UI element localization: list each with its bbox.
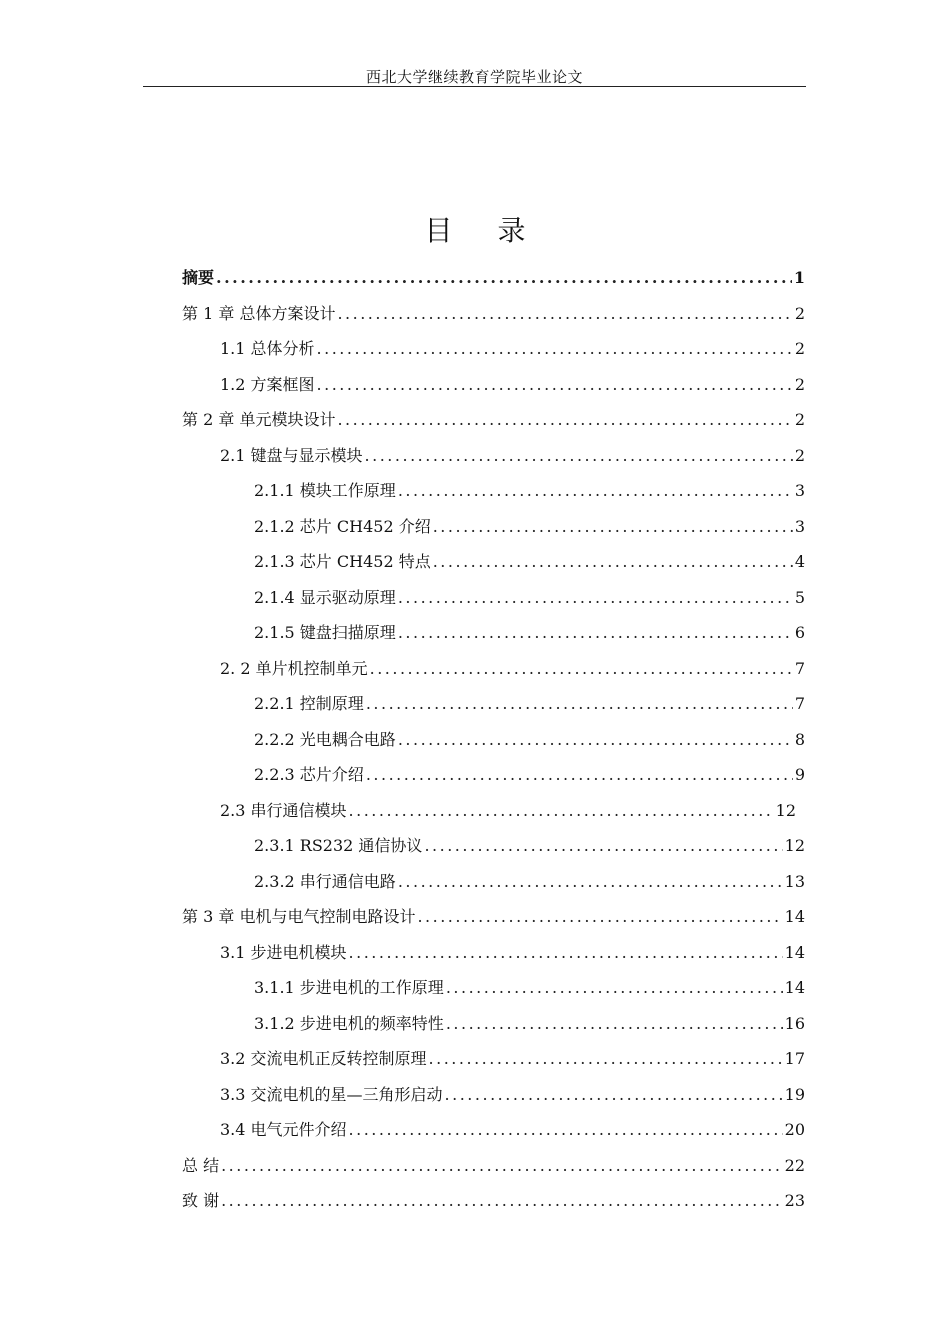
toc-entry-page: 20 (784, 1120, 805, 1139)
toc-entry-page: 4 (794, 552, 805, 571)
toc-entry-2-2-2[interactable] (254, 728, 805, 752)
toc-entry-label: 3.4 电气元件介绍 (220, 1120, 347, 1139)
toc-entry-2-1-5[interactable] (254, 621, 805, 645)
toc-entry-label: 3.2 交流电机正反转控制原理 (220, 1049, 427, 1068)
toc-entry-page: 14 (784, 978, 805, 997)
toc-entry-2-1-4[interactable] (254, 586, 805, 610)
dot-leader (366, 692, 793, 716)
toc-entry-page: 17 (784, 1049, 805, 1068)
dot-leader (424, 834, 782, 858)
dot-leader (398, 870, 783, 894)
toc-entry-label: 3.3 交流电机的星—三角形启动 (220, 1085, 443, 1104)
toc-entry-1-2[interactable] (220, 373, 805, 397)
toc-entry-label: 2.3.1 RS232 通信协议 (254, 836, 423, 855)
dot-leader (398, 586, 793, 610)
dot-leader (349, 941, 783, 965)
toc-entry-page: 7 (794, 694, 805, 713)
toc-entry-abstract[interactable] (182, 266, 805, 290)
toc-entry-label: 摘要 (182, 268, 215, 287)
toc-entry-label: 第 2 章 单元模块设计 (182, 410, 336, 429)
dot-leader (366, 763, 793, 787)
toc-entry-2-2[interactable] (220, 657, 805, 681)
dot-leader (317, 337, 793, 361)
toc-entry-label: 第 3 章 电机与电气控制电路设计 (182, 907, 416, 926)
toc-entry-page: 3 (794, 481, 805, 500)
toc-entry-label: 2. 2 单片机控制单元 (220, 659, 368, 678)
dot-leader (398, 479, 793, 503)
dot-leader (221, 1154, 783, 1178)
toc-entry-page: 19 (784, 1085, 805, 1104)
toc-entry-chapter-2[interactable] (182, 408, 805, 432)
toc-entry-page: 23 (784, 1191, 805, 1210)
toc-entry-2-1-2[interactable] (254, 515, 805, 539)
toc-entry-label: 2.2.1 控制原理 (254, 694, 364, 713)
toc-entry-page: 2 (794, 446, 805, 465)
dot-leader (216, 266, 792, 290)
toc-entry-page: 16 (784, 1014, 805, 1033)
toc-entry-chapter-1[interactable] (182, 302, 805, 326)
toc-entry-page: 2 (794, 410, 805, 429)
dot-leader (446, 1012, 783, 1036)
toc-entry-chapter-3[interactable] (182, 905, 805, 929)
toc-entry-page: 3 (794, 517, 805, 536)
toc-entry-2-1-1[interactable] (254, 479, 805, 503)
toc-entry-page: 7 (794, 659, 805, 678)
toc-entry-2-3-2[interactable] (254, 870, 805, 894)
toc-entry-label: 2.2.3 芯片介绍 (254, 765, 364, 784)
dot-leader (398, 621, 793, 645)
dot-leader (433, 515, 793, 539)
toc-entry-3-4[interactable] (220, 1118, 805, 1142)
toc-entry-acknowledgements[interactable] (182, 1189, 805, 1213)
toc-entry-label: 第 1 章 总体方案设计 (182, 304, 336, 323)
toc-title: 目 录 (424, 214, 544, 247)
dot-leader (445, 1083, 783, 1107)
dot-leader (398, 728, 793, 752)
toc-entry-2-2-3[interactable] (254, 763, 805, 787)
toc-entry-page: 12 (784, 836, 805, 855)
toc-entry-page: 13 (784, 872, 805, 891)
toc-entry-page: 22 (784, 1156, 805, 1175)
toc-entry-label: 致 谢 (182, 1191, 220, 1210)
toc-entry-3-1[interactable] (220, 941, 805, 965)
dot-leader (221, 1189, 783, 1213)
toc-entry-3-2[interactable] (220, 1047, 805, 1071)
toc-entry-2-2-1[interactable] (254, 692, 805, 716)
toc-entry-page: 6 (794, 623, 805, 642)
dot-leader (446, 976, 783, 1000)
toc-entry-label: 3.1.2 步进电机的频率特性 (254, 1014, 444, 1033)
toc-entry-page: 8 (794, 730, 805, 749)
dot-leader (365, 444, 793, 468)
toc-entry-label: 2.1.3 芯片 CH452 特点 (254, 552, 431, 571)
dot-leader (337, 302, 792, 326)
toc-entry-label: 2.1.5 键盘扫描原理 (254, 623, 396, 642)
toc-entry-label: 1.2 方案框图 (220, 375, 315, 394)
toc-entry-2-1-3[interactable] (254, 550, 805, 574)
dot-leader (370, 657, 793, 681)
toc-entry-page: 2 (794, 339, 805, 358)
toc-entry-3-3[interactable] (220, 1083, 805, 1107)
toc-entry-label: 2.1 键盘与显示模块 (220, 446, 363, 465)
toc-entry-label: 3.1.1 步进电机的工作原理 (254, 978, 444, 997)
toc-entry-page: 9 (794, 765, 805, 784)
dot-leader (429, 1047, 783, 1071)
toc-entry-label: 2.1.2 芯片 CH452 介绍 (254, 517, 431, 536)
toc-entry-1-1[interactable] (220, 337, 805, 361)
dot-leader (349, 1118, 783, 1142)
toc-entry-page: 1 (793, 268, 805, 287)
dot-leader (417, 905, 782, 929)
toc-entry-label: 2.1.4 显示驱动原理 (254, 588, 396, 607)
toc-entry-page: 5 (794, 588, 805, 607)
toc-entry-label: 2.1.1 模块工作原理 (254, 481, 396, 500)
toc-entry-label: 1.1 总体分析 (220, 339, 315, 358)
toc-entry-page: 2 (794, 304, 805, 323)
toc-entry-page: 2 (794, 375, 805, 394)
running-header: 西北大学继续教育学院毕业论文 (365, 68, 583, 86)
toc-entry-2-1[interactable] (220, 444, 805, 468)
toc-entry-2-3[interactable] (220, 799, 796, 823)
toc-entry-label: 3.1 步进电机模块 (220, 943, 347, 962)
toc-entry-label: 总 结 (182, 1156, 220, 1175)
dot-leader (337, 408, 792, 432)
toc-entry-label: 2.2.2 光电耦合电路 (254, 730, 396, 749)
toc-entry-summary[interactable] (182, 1154, 805, 1178)
toc-entry-2-3-1[interactable] (254, 834, 805, 858)
dot-leader (317, 373, 793, 397)
toc-entry-page: 14 (784, 907, 805, 926)
header-rule (143, 86, 806, 87)
toc-entry-page: 14 (784, 943, 805, 962)
toc-entry-label: 2.3.2 串行通信电路 (254, 872, 396, 891)
dot-leader (349, 799, 774, 823)
dot-leader (433, 550, 793, 574)
toc-entry-page: 12 (775, 801, 796, 820)
toc-entry-3-1-1[interactable] (254, 976, 805, 1000)
toc-entry-label: 2.3 串行通信模块 (220, 801, 347, 820)
toc-entry-3-1-2[interactable] (254, 1012, 805, 1036)
